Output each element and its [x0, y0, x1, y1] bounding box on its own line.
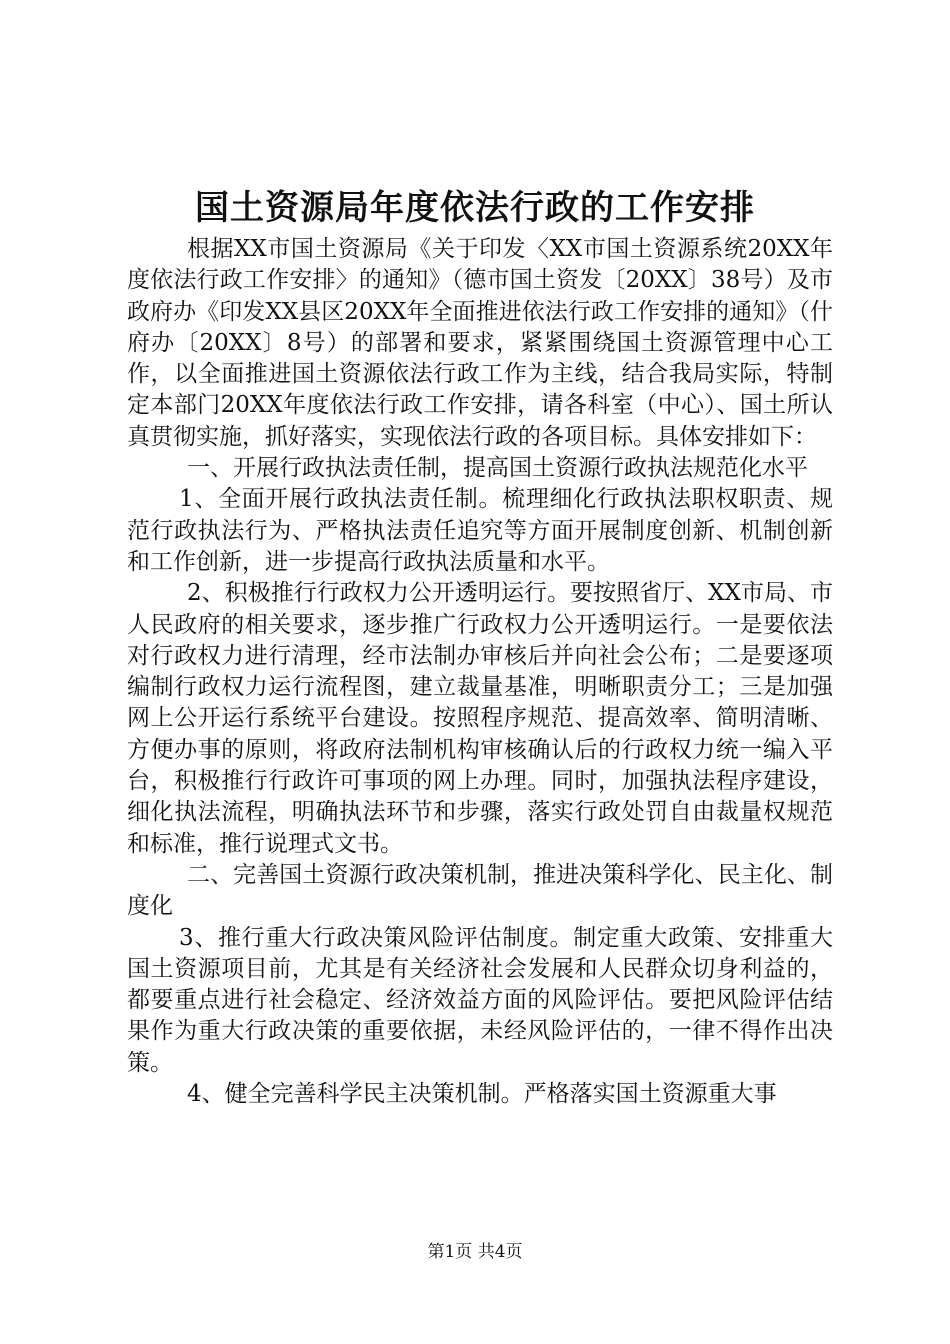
item-paragraph-1: 1、全面开展行政执法责任制。梳理细化行政执法职权职责、规范行政执法行为、严格执法责任追究等方面开展制度创新、机制创新和工作创新，进一步提高行政执法质量和水平。: [127, 486, 833, 575]
item-paragraph-4: 4、健全完善科学民主决策机制。严格落实国土资源重大事: [187, 1081, 777, 1108]
item-paragraph-2: 2、积极推行行政权力公开透明运行。要按照省厅、XX市局、市人民政府的相关要求，逐步推广行政权力公开透明运行。一是要依法对行政权力进行清理，经市法制办审核后并向社会公布；二是要逐项编制行政权力运行流程图，建立裁量基准，明晰职责分工；三是加强网上公开运行系统平台建设。按照程序规范、提高效率、简明清晰、方便办事的原则，将政府法制机构审核确认后的行政权力统一编入平台，积极推行行政许可事项的网上办理。同时，加强执法程序建设，细化执法流程，明确执法环节和步骤，落实行政处罚自由裁量权规范和标准，推行说理式文书。: [127, 580, 833, 857]
document-body: [127, 234, 833, 1110]
page-indicator: 第1页 共4页: [427, 1242, 523, 1262]
section-heading-1: 一、开展行政执法责任制，提高国土资源行政执法规范化水平: [187, 455, 808, 482]
document-title: 国土资源局年度依法行政的工作安排: [195, 188, 755, 228]
intro-paragraph: 根据XX市国土资源局《关于印发〈XX市国土资源系统20XX年度依法行政工作安排〉的通知》（德市国土资发〔20XX〕38号）及市政府办《印发XX县区20XX年全面推进依法行政工作安排的通知》（什府办〔20XX〕8号）的部署和要求，紧紧围绕国土资源管理中心工作，以全面推进国土资源依法行政工作为主线，结合我局实际，特制定本部门20XX年度依法行政工作安排，请各科室（中心）、国土所认真贯彻实施，抓好落实，实现依法行政的各项目标。具体安排如下：: [127, 236, 833, 450]
section-heading-2: 二、完善国土资源行政决策机制，推进决策科学化、民主化、制度化: [127, 861, 833, 920]
item-paragraph-3: 3、推行重大行政决策风险评估制度。制定重大政策、安排重大国土资源项目前，尤其是有关经济社会发展和人民群众切身利益的，都要重点进行社会稳定、经济效益方面的风险评估。要把风险评估结果作为重大行政决策的重要依据，未经风险评估的，一律不得作出决策。: [127, 924, 833, 1076]
